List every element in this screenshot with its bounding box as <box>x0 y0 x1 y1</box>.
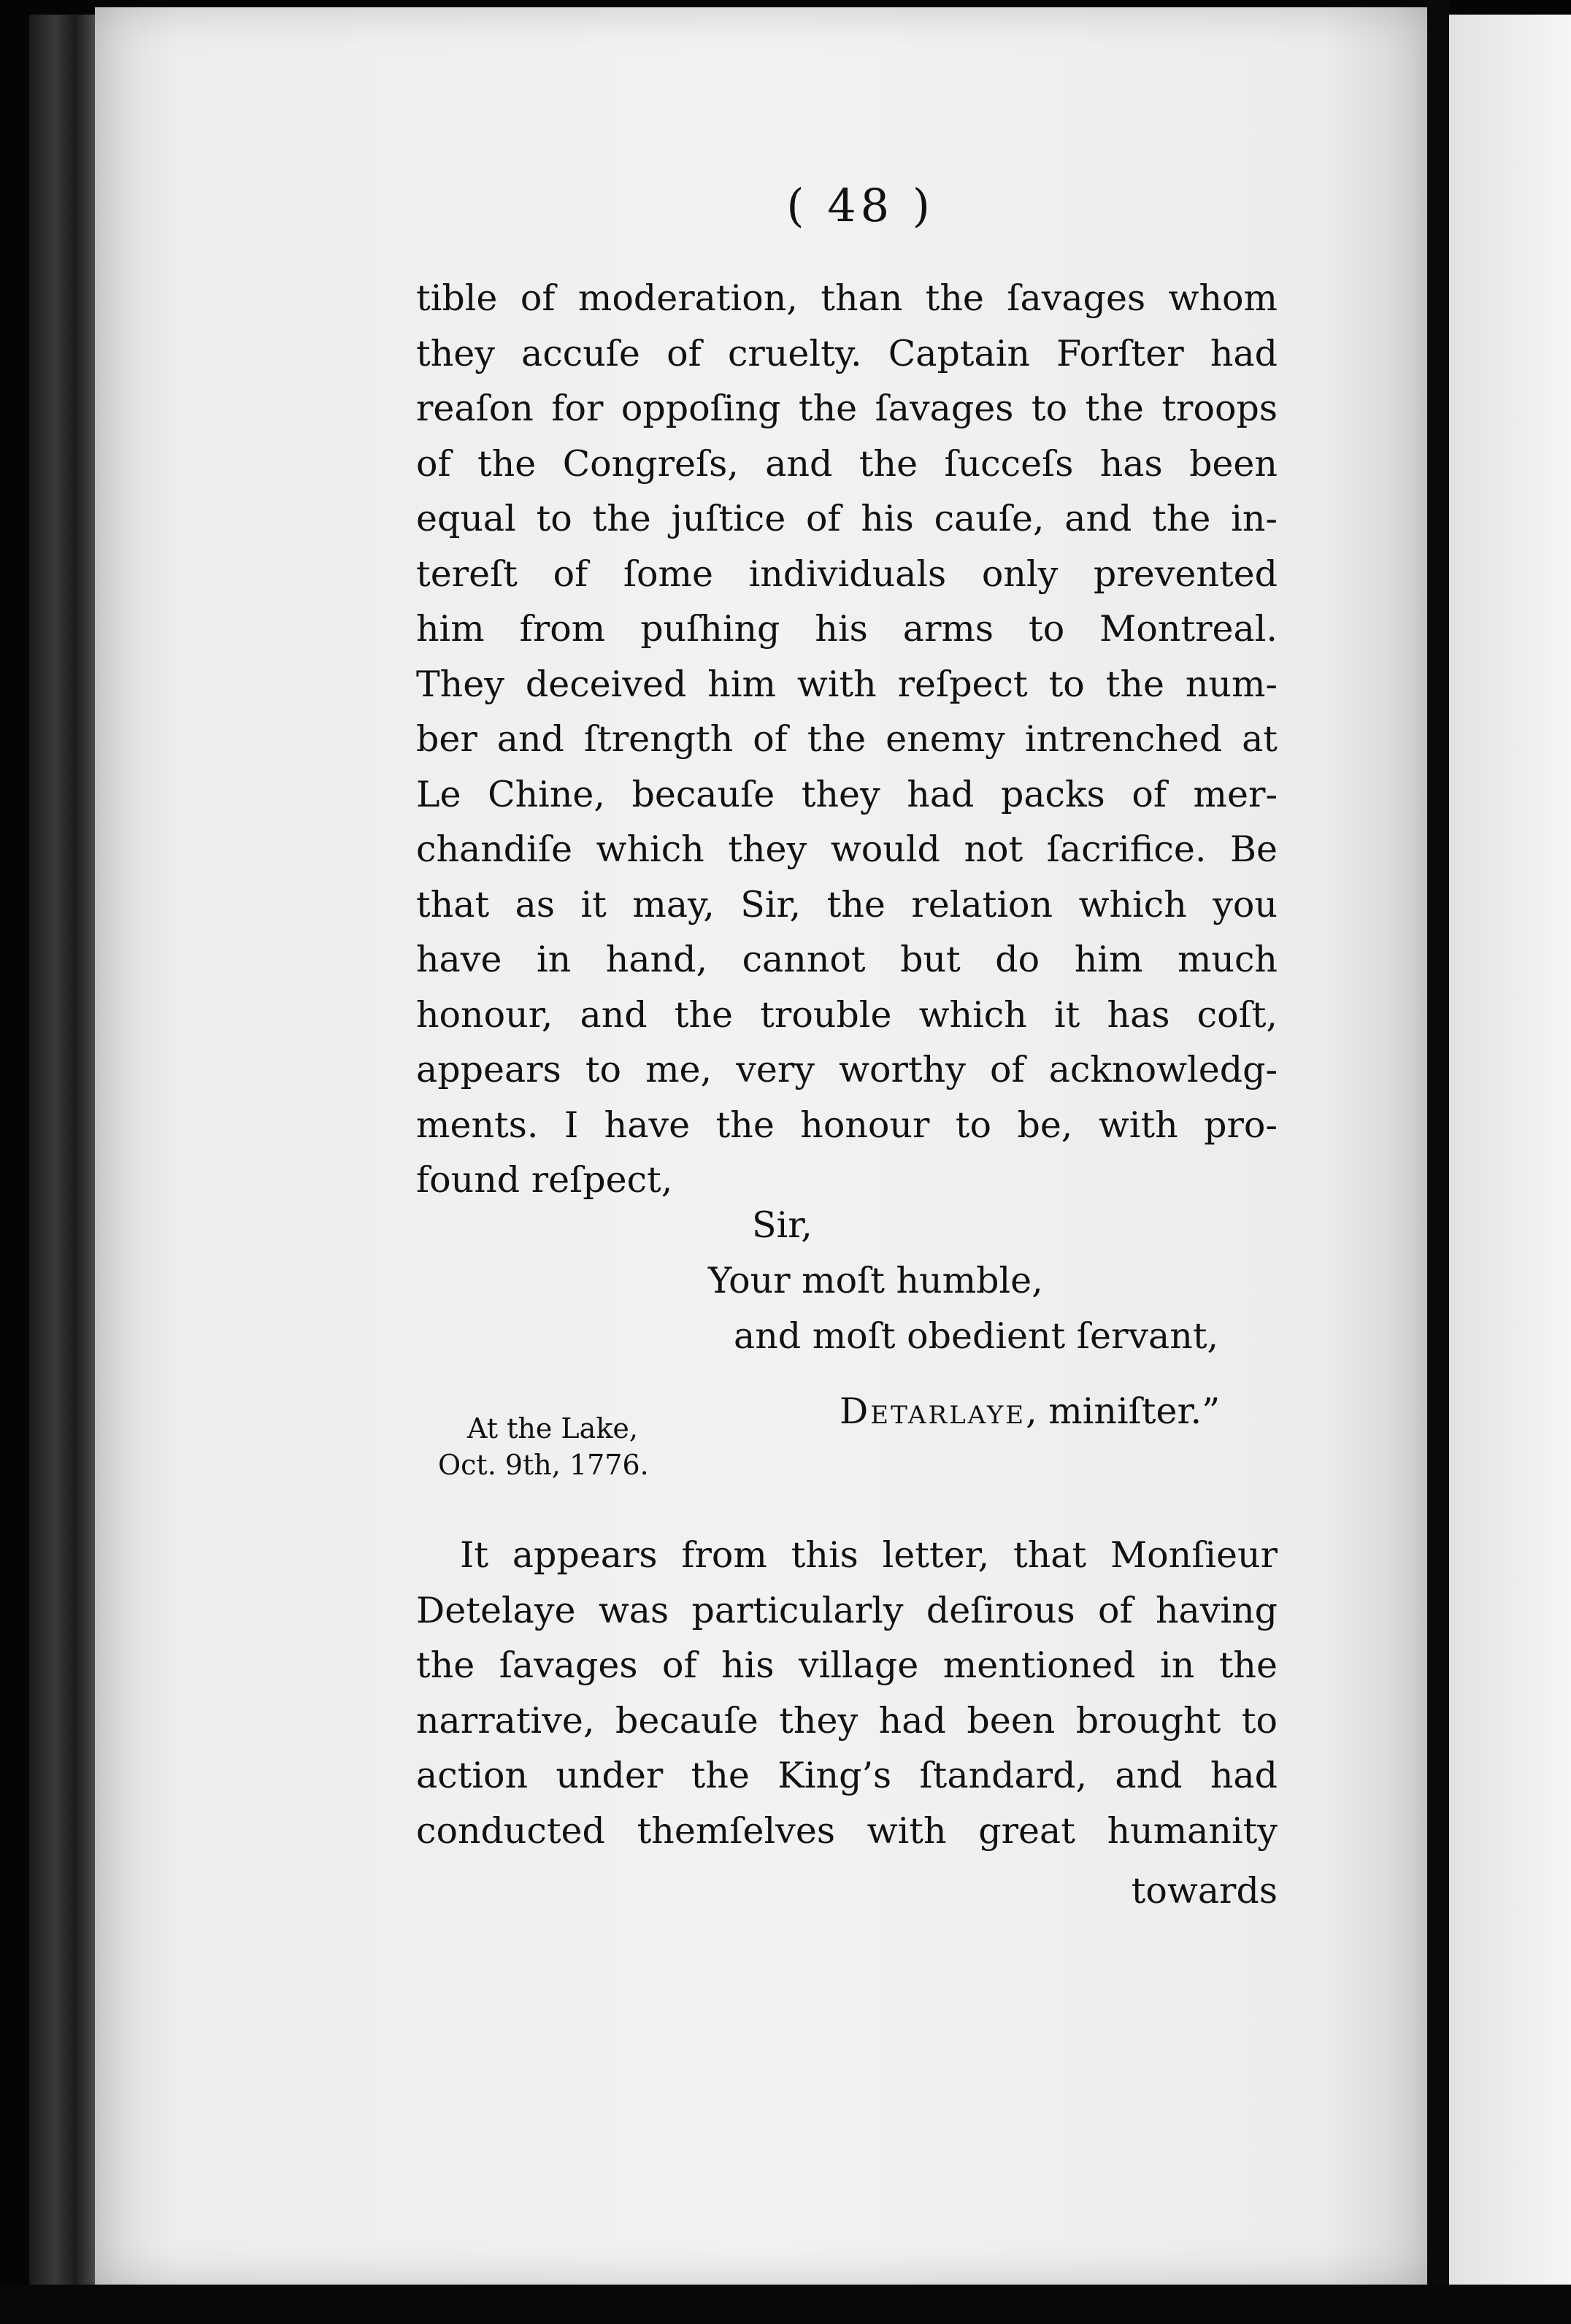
commentary-line: narrative, becauſe they had been brought to <box>416 1699 1278 1742</box>
letter-line: reaſon for oppoſing the ſavages to the troops <box>416 388 1278 429</box>
letter-line: appears to me, very worthy of acknowledg- <box>416 1049 1278 1090</box>
letter-line: him from puſhing his arms to Montreal. <box>416 608 1278 650</box>
letter-line: They deceived him with reſpect to the num- <box>416 663 1278 705</box>
signature-title: , miniſter.” <box>1026 1390 1221 1432</box>
letter-line: tereſt of ſome individuals only prevented <box>416 553 1278 595</box>
page-number: ( 48 ) <box>786 179 934 232</box>
letter-line: ber and ſtrength of the enemy intrenched at <box>416 718 1278 760</box>
page-gutter <box>1427 0 1449 2324</box>
scan-bottom-edge <box>0 2285 1571 2324</box>
closing-servant: and moſt obedient ſervant, <box>734 1315 1219 1357</box>
letter-line: honour, and the trouble which it has coſt, <box>416 993 1278 1036</box>
letter-line: chandiſe which they would not ſacrifice. Be <box>416 828 1278 870</box>
commentary-line: action under the King’s ſtandard, and had <box>416 1755 1278 1796</box>
letter-line: have in hand, cannot but do him much <box>416 939 1278 980</box>
catchword: towards <box>1131 1870 1278 1912</box>
book-binding <box>29 15 95 2285</box>
commentary-line: It appears from this letter, that Monſieur <box>460 1534 1278 1576</box>
letter-line: of the Congreſs, and the ſucceſs has been <box>416 442 1278 485</box>
signature <box>840 1390 1220 1432</box>
letter-line: they accuſe of cruelty. Captain Forſter had <box>416 332 1278 374</box>
letter-line: ments. I have the honour to be, with pro- <box>416 1104 1278 1146</box>
dateline-place: At the Lake, <box>467 1412 638 1444</box>
letter-line: tible of moderation, than the ſavages whom <box>416 277 1278 319</box>
closing-sir: Sir, <box>752 1204 813 1246</box>
commentary-line: Detelaye was particularly deſirous of having <box>416 1589 1278 1631</box>
facing-page-edge <box>1449 15 1571 2292</box>
page-sheet <box>95 7 1431 2285</box>
letter-line: that as it may, Sir, the relation which you <box>416 883 1278 926</box>
signature-name: Detarlaye <box>840 1390 1026 1432</box>
letter-line: Le Chine, becauſe they had packs of mer- <box>416 773 1278 815</box>
closing-humble: Your moſt humble, <box>708 1260 1043 1301</box>
dateline-date: Oct. 9th, 1776. <box>438 1449 649 1481</box>
letter-line: found reſpect, <box>416 1159 673 1201</box>
commentary-line: the ſavages of his village mentioned in the <box>416 1644 1278 1686</box>
commentary-line: conducted themſelves with great humanity <box>416 1809 1278 1852</box>
letter-line: equal to the juſtice of his cauſe, and the in- <box>416 498 1278 539</box>
